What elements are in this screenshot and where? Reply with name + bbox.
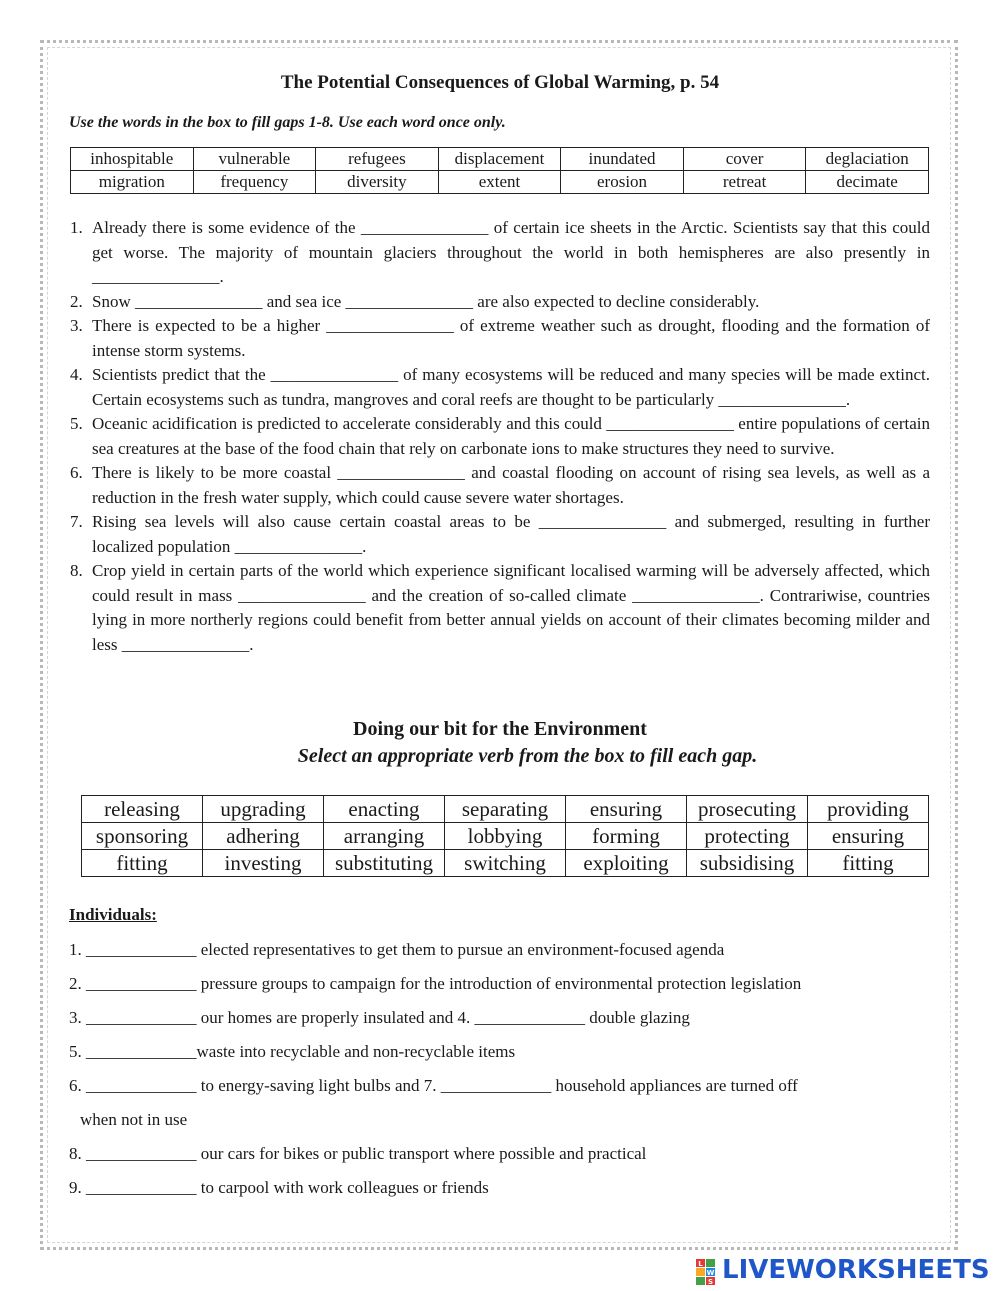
item-text: There is expected to be a higher _______________ of extreme weather such as drought, flooding and the formation of intense storm systems. xyxy=(92,316,930,360)
verb-box-cell: ensuring xyxy=(808,823,929,850)
verb-box-row xyxy=(82,796,929,823)
gap-fill-item xyxy=(70,559,930,657)
word-box-cell: extent xyxy=(438,171,561,194)
verb-box-cell: investing xyxy=(203,850,324,877)
word-box-row xyxy=(71,148,929,171)
item-text: There is likely to be more coastal _______________ and coastal flooding on account of rising sea levels, as well as a reduction in the fresh water supply, which could cause severe water shortages. xyxy=(92,463,930,507)
word-box-cell: erosion xyxy=(561,171,684,194)
gap-fill-item xyxy=(70,290,930,315)
word-box-cell: retreat xyxy=(683,171,806,194)
item-number: 2. xyxy=(70,291,83,311)
verb-box-row xyxy=(82,823,929,850)
word-box-cell: diversity xyxy=(316,171,439,194)
verb-box-cell: lobbying xyxy=(445,823,566,850)
section-instruction: Select an appropriate verb from the box to fill each gap. xyxy=(297,745,758,767)
individuals-line: 6. _____________ to energy-saving light bulbs and 7. _____________ household appliances are turned off xyxy=(69,1076,798,1095)
word-box-cell: inundated xyxy=(561,148,684,171)
verb-box-cell: exploiting xyxy=(566,850,687,877)
verb-box xyxy=(81,795,929,877)
item-text: Scientists predict that the _______________ of many ecosystems will be reduced and many species will be made extinct. Certain ecosystems such as tundra, mangroves and coral reefs are thought to be particularly _______________. xyxy=(92,365,930,409)
verb-box-cell: ensuring xyxy=(566,796,687,823)
individuals-line: 1. _____________ elected representatives to get them to pursue an environment-focused agenda xyxy=(69,940,725,959)
gap-fill-item xyxy=(70,314,930,363)
word-box-cell: decimate xyxy=(806,171,929,194)
word-box-cell: deglaciation xyxy=(806,148,929,171)
verb-box-row xyxy=(82,850,929,877)
gap-fill-item xyxy=(70,510,930,559)
verb-box-cell: sponsoring xyxy=(82,823,203,850)
verb-box-cell: subsidising xyxy=(687,850,808,877)
word-box-cell: cover xyxy=(683,148,806,171)
word-box-row xyxy=(71,171,929,194)
gap-fill-list xyxy=(70,216,930,657)
verb-box-cell: switching xyxy=(445,850,566,877)
verb-box-cell: fitting xyxy=(808,850,929,877)
section-heading: Doing our bit for the Environment xyxy=(353,718,647,740)
verb-box-cell: protecting xyxy=(687,823,808,850)
word-box-cell: refugees xyxy=(316,148,439,171)
item-number: 6. xyxy=(70,463,83,482)
logo-letter: S xyxy=(707,1278,714,1285)
item-number: 5. xyxy=(70,414,83,433)
item-text: Oceanic acidification is predicted to accelerate considerably and this could _______________ entire populations of certain sea creatures at the base of the food chain that rely on carbonate ions to make structures they need to survive. xyxy=(92,414,930,458)
verb-box-cell: enacting xyxy=(324,796,445,823)
verb-box-cell: substituting xyxy=(324,850,445,877)
item-number: 7. xyxy=(70,512,83,531)
individuals-line: 5. _____________waste into recyclable and non-recyclable items xyxy=(69,1042,516,1061)
verb-box-cell: forming xyxy=(566,823,687,850)
verb-box-cell: upgrading xyxy=(203,796,324,823)
item-text: Snow _______________ and sea ice _______________ are also expected to decline considerably. xyxy=(92,291,760,311)
individuals-line: when not in use xyxy=(80,1110,188,1129)
verb-box-cell: fitting xyxy=(82,850,203,877)
gap-fill-item xyxy=(70,216,930,290)
individuals-line: 8. _____________ our cars for bikes or public transport where possible and practical xyxy=(69,1144,647,1163)
worksheet-instruction: Use the words in the box to fill gaps 1-8. Use each word once only. xyxy=(69,114,506,131)
brand-wordmark: LIVEWORKSHEETS xyxy=(722,1255,990,1285)
brand-logo xyxy=(696,1255,996,1286)
gap-fill-item xyxy=(70,461,930,510)
individuals-line: 9. _____________ to carpool with work colleagues or friends xyxy=(69,1178,489,1197)
word-box-cell: inhospitable xyxy=(71,148,194,171)
gap-fill-item xyxy=(70,363,930,412)
logo-letter: W xyxy=(706,1269,715,1277)
word-box xyxy=(70,147,929,194)
individuals-label: Individuals: xyxy=(69,905,157,924)
verb-box-cell: releasing xyxy=(82,796,203,823)
verb-box-cell: separating xyxy=(445,796,566,823)
item-number: 4. xyxy=(70,365,83,384)
item-text: Already there is some evidence of the _______________ of certain ice sheets in the Arctic. Scientists say that this could get worse. The majority of mountain glaciers throughout the world in both hemispheres are also presently in _______________. xyxy=(92,218,930,286)
verb-box-cell: prosecuting xyxy=(687,796,808,823)
item-number: 8. xyxy=(70,561,83,580)
item-text: Rising sea levels will also cause certain coastal areas to be _______________ and submerged, resulting in further localized population _______________. xyxy=(92,512,930,556)
word-box-cell: displacement xyxy=(438,148,561,171)
item-text: Crop yield in certain parts of the world which experience significant localised warming will be adversely affected, which could result in mass _______________ and the creation of so-called climate _______________. Contrariwise, countries lying in more northerly regions could benefit from better annual yields on account of their climates becoming milder and less _______________. xyxy=(92,561,930,654)
word-box-cell: migration xyxy=(71,171,194,194)
worksheet-title: The Potential Consequences of Global Warming, p. 54 xyxy=(280,72,720,93)
individuals-line: 3. _____________ our homes are properly insulated and 4. _____________ double glazing xyxy=(69,1008,690,1027)
item-number: 1. xyxy=(70,218,83,237)
verb-box-cell: arranging xyxy=(324,823,445,850)
word-box-cell: vulnerable xyxy=(193,148,316,171)
individuals-line: 2. _____________ pressure groups to campaign for the introduction of environmental protection legislation xyxy=(69,974,802,993)
item-number: 3. xyxy=(70,316,83,335)
word-box-cell: frequency xyxy=(193,171,316,194)
gap-fill-item xyxy=(70,412,930,461)
verb-box-cell: providing xyxy=(808,796,929,823)
verb-box-cell: adhering xyxy=(203,823,324,850)
logo-letter: L xyxy=(698,1260,703,1268)
